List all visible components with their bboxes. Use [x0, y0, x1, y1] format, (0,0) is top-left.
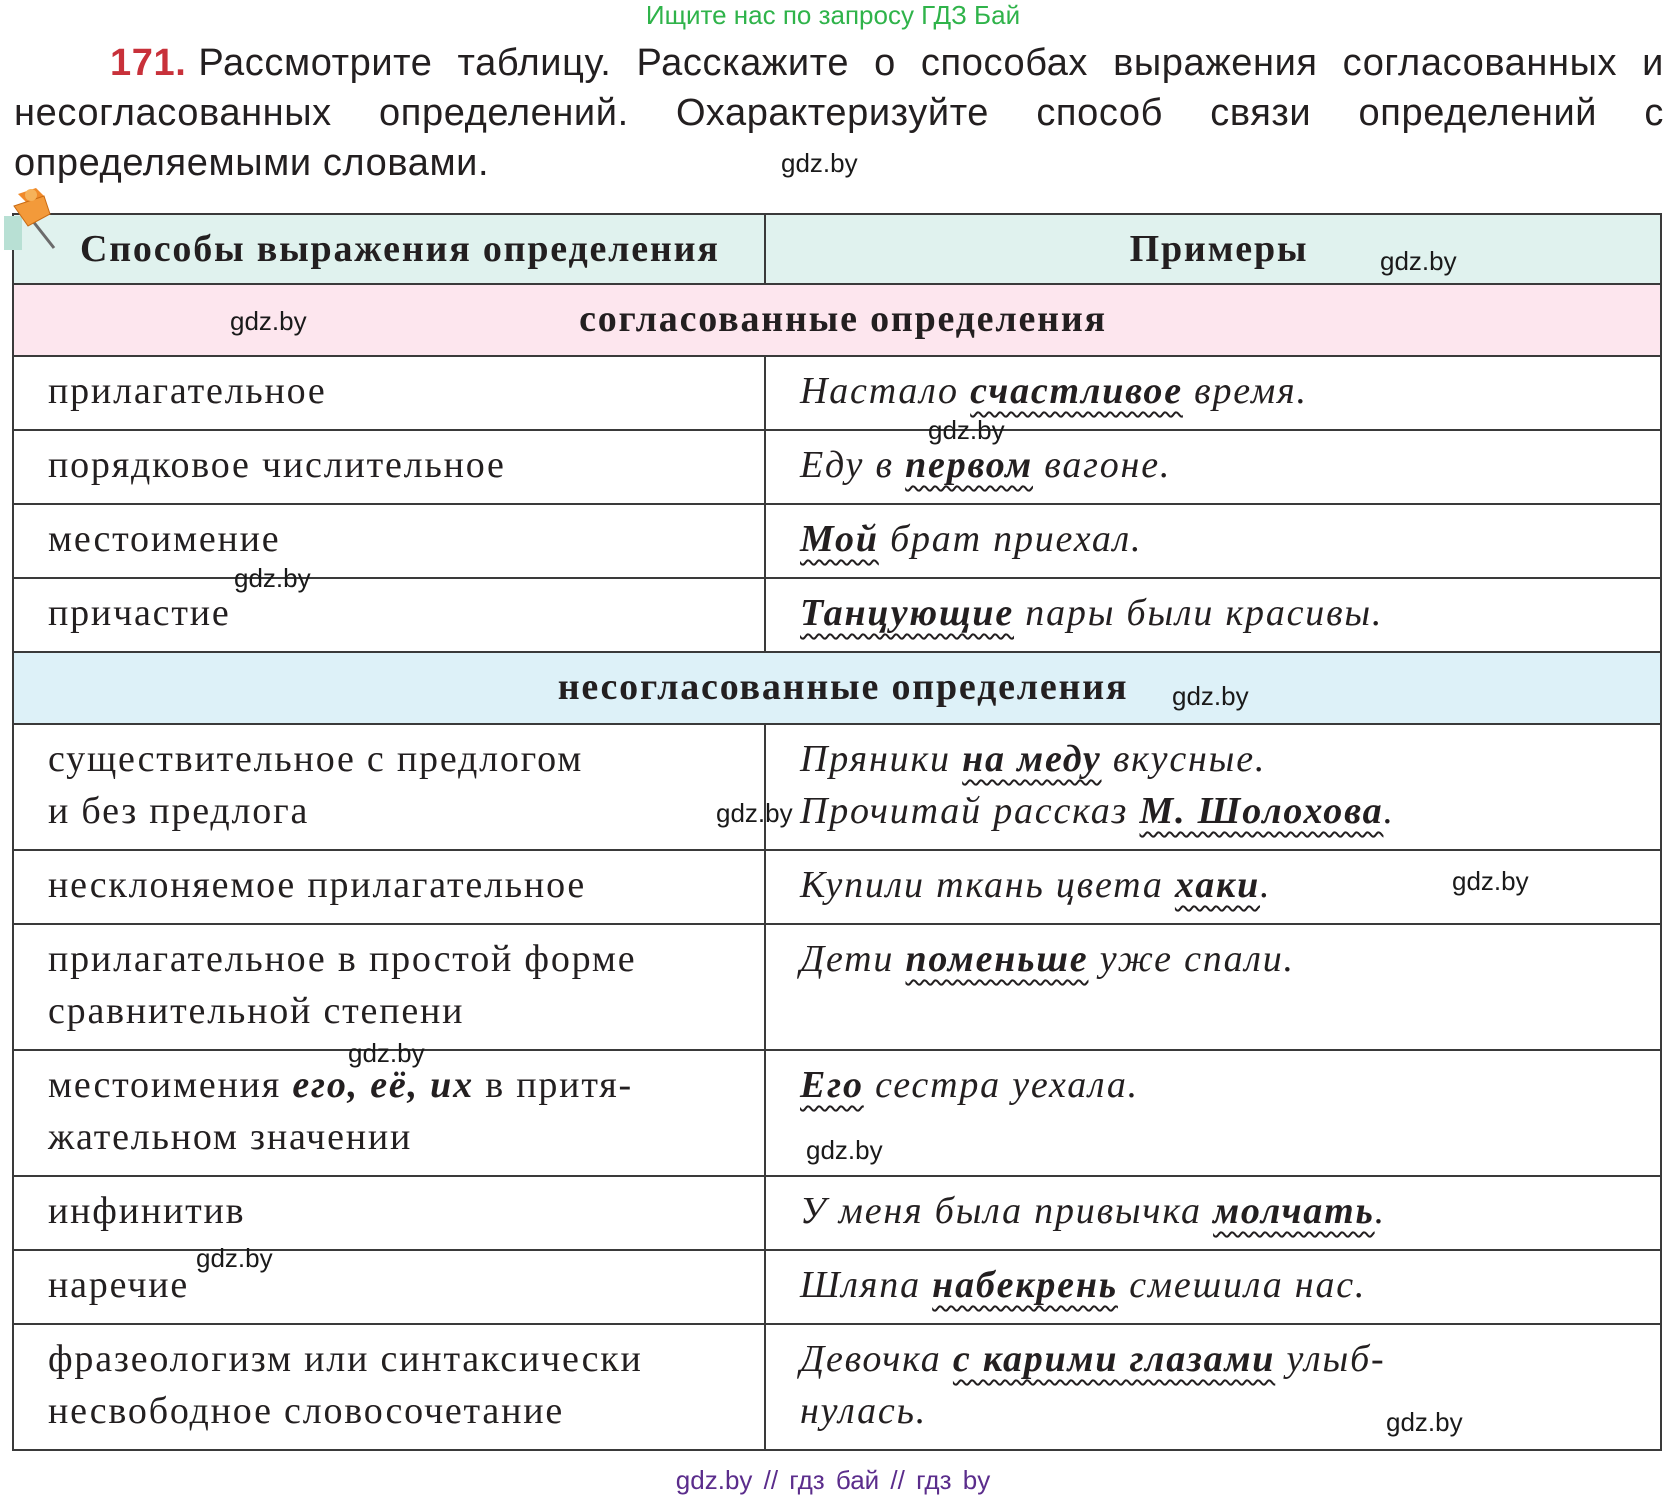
- table-row: [13, 924, 1661, 1050]
- row-label: местоимение: [13, 504, 765, 578]
- watermark: gdz.by: [1172, 681, 1249, 711]
- row-example: Пряники на меду вкусные. Прочитай рассказ М. Шолохова.: [765, 724, 1661, 850]
- keyword: первом: [905, 444, 1033, 486]
- keyword: набекрень: [932, 1264, 1118, 1306]
- keyword: Его: [800, 1064, 864, 1106]
- task-number: 171.: [110, 42, 187, 84]
- header-methods: Способы выражения определения: [13, 214, 765, 284]
- keyword: М. Шолохова: [1139, 790, 1384, 832]
- table-row: [13, 1176, 1661, 1250]
- pronouns: его, её, их: [292, 1064, 474, 1106]
- row-example: Мой брат приехал.: [765, 504, 1661, 578]
- keyword: счастливое: [970, 370, 1183, 412]
- task-body: Рассмотрите таблицу. Расскажите о способах выражения согласованных и несогласованных определений. Охарактеризуйте способ связи определений с определяемыми словами.: [14, 42, 1664, 184]
- watermark: gdz.by: [196, 1243, 273, 1273]
- section-unagreed-title: несогласованные определения: [13, 652, 1661, 724]
- row-example: Купили ткань цвета хаки.: [765, 850, 1661, 924]
- row-label: фразеологизм или синтаксически несвободное словосочетание: [13, 1324, 765, 1450]
- row-label: несклоняемое прилагательное: [13, 850, 765, 924]
- row-label: существительное с предлогом и без предлога: [13, 724, 765, 850]
- row-example: Шляпа набекрень смешила нас.: [765, 1250, 1661, 1324]
- row-label: порядковое числительное: [13, 430, 765, 504]
- row-example: Его сестра уехала.: [765, 1050, 1661, 1176]
- section-unagreed: [13, 652, 1661, 724]
- watermark: gdz.by: [1386, 1407, 1463, 1437]
- watermark: gdz.by: [928, 415, 1005, 445]
- watermark: gdz.by: [1380, 246, 1457, 276]
- watermark: gdz.by: [1452, 866, 1529, 896]
- row-example: Еду в первом вагоне.: [765, 430, 1661, 504]
- section-agreed-title: согласованные определения: [13, 284, 1661, 356]
- row-label: прилагательное: [13, 356, 765, 430]
- table-row: [13, 430, 1661, 504]
- watermark: gdz.by: [234, 563, 311, 593]
- watermark: gdz.by: [716, 798, 793, 828]
- watermark: gdz.by: [230, 306, 307, 336]
- row-example: Настало счастливое время.: [765, 356, 1661, 430]
- footer-links[interactable]: gdz.by // гдз бай // гдз by: [675, 1465, 991, 1495]
- table-row: [13, 724, 1661, 850]
- top-banner[interactable]: Ищите нас по запросу ГДЗ Бай: [645, 0, 1021, 30]
- keyword: хаки: [1174, 864, 1261, 906]
- row-label: прилагательное в простой форме сравнительной степени: [13, 924, 765, 1050]
- keyword: на меду: [962, 738, 1102, 780]
- push-pin-icon: [4, 186, 64, 250]
- table-row: [13, 356, 1661, 430]
- row-example: У меня была привычка молчать.: [765, 1176, 1661, 1250]
- row-label: причастие: [13, 578, 765, 652]
- keyword: молчать: [1213, 1190, 1375, 1232]
- keyword: поменьше: [905, 938, 1089, 980]
- keyword: Мой: [800, 518, 879, 560]
- row-example: Танцующие пары были красивы.: [765, 578, 1661, 652]
- row-label: наречие: [13, 1250, 765, 1324]
- row-label: инфинитив: [13, 1176, 765, 1250]
- table-row: [13, 850, 1661, 924]
- keyword: Танцующие: [800, 592, 1014, 634]
- watermark: gdz.by: [806, 1135, 883, 1165]
- watermark: gdz.by: [348, 1038, 425, 1068]
- header-examples: Примеры: [765, 214, 1661, 284]
- keyword: с карими глазами: [952, 1338, 1276, 1380]
- row-label: местоимения его, её, их в притя- жательном значении: [13, 1050, 765, 1176]
- watermark: gdz.by: [781, 148, 858, 178]
- row-example: Дети поменьше уже спали.: [765, 924, 1661, 1050]
- row-example: Девочка с карими глазами улыб- нулась.: [765, 1324, 1661, 1450]
